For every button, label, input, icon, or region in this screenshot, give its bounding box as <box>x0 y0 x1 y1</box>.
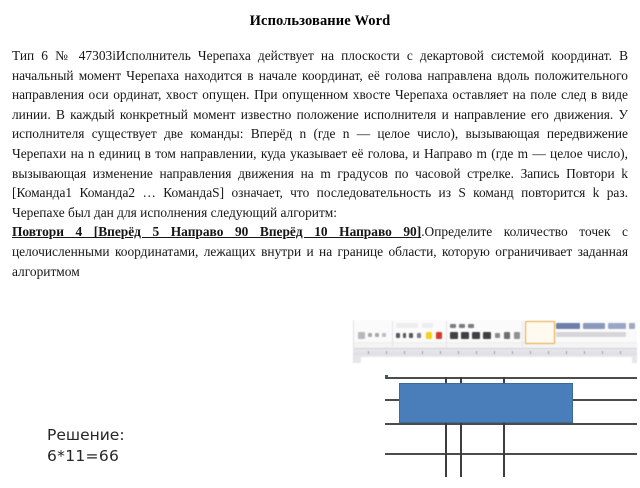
grid-h-line <box>385 377 637 379</box>
underline-icon <box>409 333 413 338</box>
task-algorithm-line <box>12 222 628 281</box>
paste-icon <box>358 332 365 339</box>
text-highlight-icon <box>426 332 432 339</box>
solution-expression: 6*11=66 <box>47 447 120 465</box>
copy-icon <box>375 333 379 337</box>
style-no-spacing <box>556 323 580 329</box>
turtle-path-rectangle <box>399 383 573 423</box>
bold-icon <box>396 333 400 338</box>
italic-icon <box>403 333 406 338</box>
borders-icon <box>514 332 520 339</box>
cut-icon <box>368 333 372 337</box>
shading-icon <box>504 332 510 339</box>
bullets-icon <box>450 324 456 328</box>
editing-group-icon <box>629 323 635 329</box>
grid-h-line <box>385 423 637 425</box>
task-body <box>12 46 628 281</box>
strikethrough-icon <box>417 333 421 338</box>
document-page <box>360 356 633 363</box>
page-title: Использование Word <box>249 13 391 29</box>
font-name-box <box>396 323 418 328</box>
word-ribbon-screenshot <box>353 320 637 363</box>
multilevel-list-icon <box>468 324 474 328</box>
font-size-box <box>422 323 433 328</box>
format-painter-icon <box>382 333 386 337</box>
style-heading-1 <box>583 323 605 329</box>
solution-block <box>47 404 125 488</box>
style-label-row <box>556 332 626 337</box>
style-normal-selected <box>525 321 555 344</box>
line-spacing-icon <box>495 333 500 338</box>
solution-label: Решение: <box>47 426 125 444</box>
style-heading-2 <box>608 323 626 329</box>
align-center-icon <box>461 332 469 339</box>
task-paragraph: Тип 6 № 47303iИсполнитель Черепаха действует на плоскости с декартовой системой координат. В начальный момент Черепаха находится в начале координат, её голова направлена вдоль положительного направления оси ординат, хвост опущен. При опущенном хвосте Черепаха оставляет на поле след в виде линии. В каждый конкретный момент известно положение исполнителя и направление его движения. У исполнителя существует две команды: Вперёд n (где n — целое число), вызывающая передвижение Черепахи на n единиц в том направлении, куда указывает её голова, и Направо m (где m — целое число), вызывающая изменение направления движения на m градусов по часовой стрелке. Запись Повтори k [Команда1 Команда2 … КомандаS] означает, что последовательность из S команд повторится k раз. Черепахе был дан для исполнения следующий алгоритм: <box>12 48 628 220</box>
turtle-figure <box>385 377 637 477</box>
font-color-icon <box>436 332 442 339</box>
grid-h-line <box>385 453 637 455</box>
justify-icon <box>483 332 491 339</box>
align-right-icon <box>472 332 480 339</box>
algorithm-text: Повтори 4 [Вперёд 5 Направо 90 Вперёд 10 Направо 90] <box>12 224 422 240</box>
task-question: .Определите количество точек с целочисленными координатами, лежащих внутри и на границе области, которую ограничивает заданная алгоритмом <box>12 224 628 279</box>
numbering-icon <box>459 324 465 328</box>
align-left-icon <box>450 332 458 339</box>
